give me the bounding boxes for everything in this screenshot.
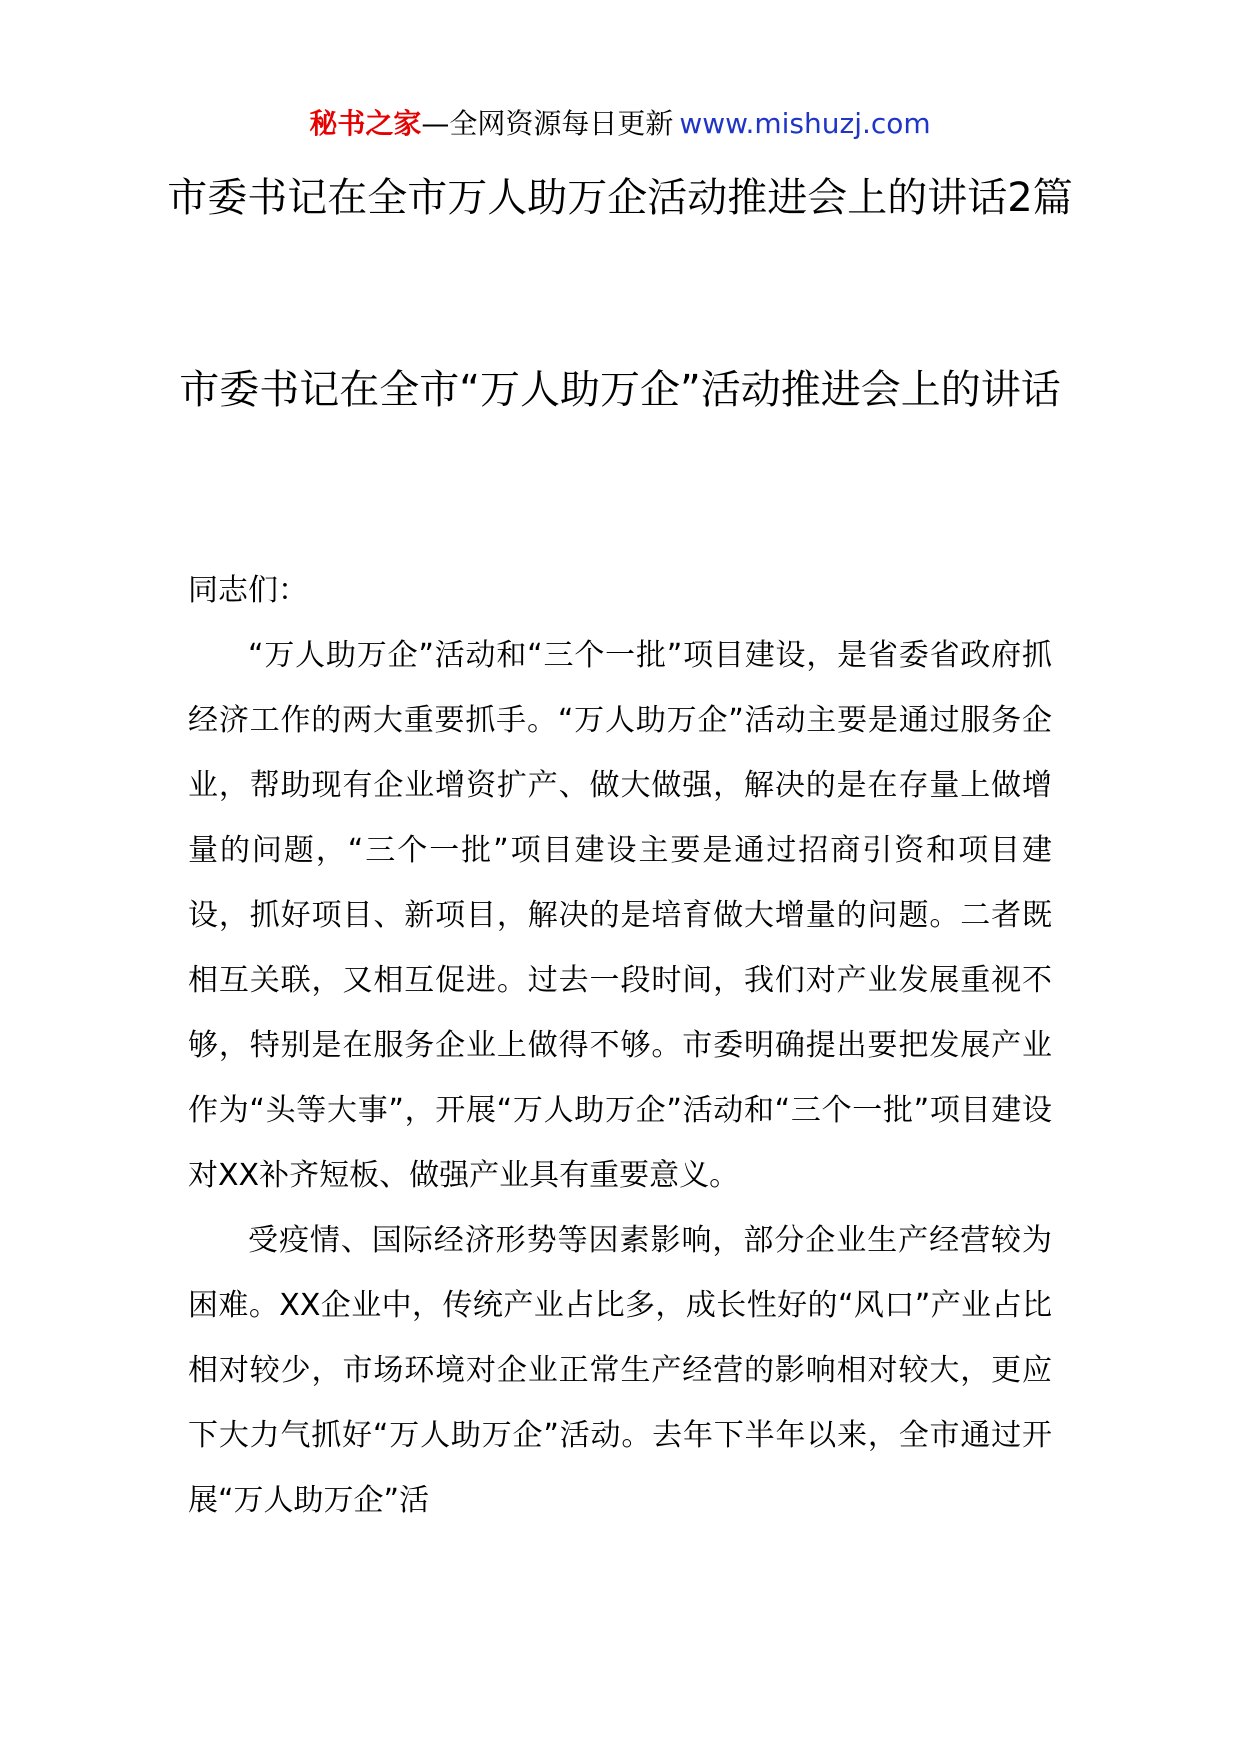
speech-title: 市委书记在全市“万人助万企”活动推进会上的讲话: [179, 367, 1061, 413]
brand-name: 秘书之家: [309, 107, 422, 140]
paragraph: “万人助万企”活动和“三个一批”项目建设，是省委省政府抓经济工作的两大重要抓手。“万人助万企”活动主要是通过服务企业，帮助现有企业增资扩产、做大做强，解决的是在存量上做增量的问题，“三个一批”项目建设主要是通过招商引资和项目建设，抓好项目、新项目，解决的是培育做大增量的问题。二者既相互关联，又相互促进。过去一段时间，我们对产业发展重视不够，特别是在服务企业上做得不够。市委明确提出要把发展产业作为“头等大事”，开展“万人助万企”活动和“三个一批”项目建设对XX补齐短板、做强产业具有重要意义。: [188, 638, 1052, 1193]
header-tagline: —全网资源每日更新: [421, 107, 674, 140]
paragraph: 受疫情、国际经济形势等因素影响，部分企业生产经营较为困难。XX企业中，传统产业占比多，成长性好的“风口”产业占比相对较少，市场环境对企业正常生产经营的影响相对较大，更应下大力气抓好“万人助万企”活动。去年下半年以来，全市通过开展“万人助万企”活: [188, 1223, 1052, 1518]
document-title: 市委书记在全市万人助万企活动推进会上的讲话2篇: [167, 175, 1073, 221]
site-url-link[interactable]: www.mishuzj.com: [679, 107, 931, 140]
salutation: 同志们：: [188, 573, 308, 608]
speech-body: [188, 558, 1052, 1533]
site-header: [0, 104, 1240, 144]
